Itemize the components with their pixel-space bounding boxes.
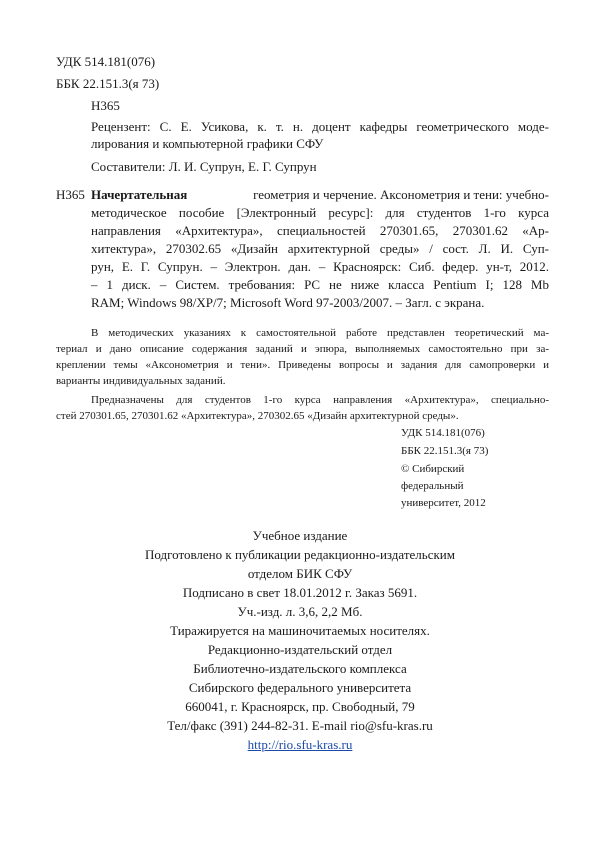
- abstract-line: В методических указаниях к самостоятельной работе представлен теоретический ма-: [91, 327, 549, 339]
- imprint-line: Редакционно-издательский отдел: [207, 642, 393, 657]
- copyright-line: университет, 2012: [401, 497, 486, 509]
- compilers: Составители: Л. И. Супрун, Е. Г. Супрун: [91, 159, 317, 174]
- copyright-bbk: ББК 22.151.3(я 73): [401, 445, 489, 457]
- edition-type: Учебное издание: [252, 528, 348, 543]
- publisher-address: 660041, г. Красноярск, пр. Свободный, 79: [185, 699, 415, 714]
- bibliography-line: направления «Архитектура», специальностей 270301.65, 270301.62 «Ар-: [91, 223, 549, 238]
- imprint-line: Библиотечно-издательского комплекса: [193, 661, 407, 676]
- bibliography-line: RAM; Windows 98/XP/7; Microsoft Word 97-2003/2007. – Загл. с экрана.: [91, 295, 485, 310]
- publisher-contacts: Тел/факс (391) 244-82-31. E-mail rio@sfu-kras.ru: [167, 718, 433, 733]
- imprint-line: Уч.-изд. л. 3,6, 2,2 Мб.: [237, 604, 363, 619]
- bibliography-line: хитектура», 270302.65 «Дизайн архитектурной среды» / сост. Л. И. Суп-: [91, 241, 549, 256]
- bbk-code: ББК 22.151.3(я 73): [56, 76, 160, 91]
- bibliography-line: – 1 диск. – Систем. требования: PC не ниже класса Pentium I; 128 Mb: [91, 277, 549, 292]
- imprint-line: Подписано в свет 18.01.2012 г. Заказ 5691.: [182, 585, 418, 600]
- reviewer-line-2: лирования и компьютерной графики СФУ: [91, 136, 324, 151]
- abstract-line: креплении темы «Аксонометрия и тени». Приведены вопросы и задания для самопроверки и: [56, 359, 549, 371]
- imprint-line: отделом БИК СФУ: [247, 566, 353, 581]
- abstract-line: териал и дано описание содержания заданий и эпюра, выполняемых самостоятельно при за-: [56, 343, 549, 355]
- purpose-line: Предназначены для студентов 1-го курса направления «Архитектура», специально-: [91, 394, 549, 406]
- imprint-line: Подготовлено к публикации редакционно-издательским: [144, 547, 455, 562]
- title-line-rest: геометрия и черчение. Аксонометрия и тени: учебно-: [253, 187, 549, 202]
- udk-code: УДК 514.181(076): [56, 54, 156, 69]
- bibliography-line: методическое пособие [Электронный ресурс]: для студентов 1-го курса: [91, 205, 549, 220]
- imprint-line: Сибирского федерального университета: [188, 680, 412, 695]
- author-index: Н365: [91, 98, 120, 113]
- imprint-line: Тиражируется на машиночитаемых носителях.: [170, 623, 430, 638]
- copyright-udk: УДК 514.181(076): [401, 427, 485, 439]
- bibliography-title-line: [91, 187, 549, 203]
- copyright-line: федеральный: [401, 480, 464, 492]
- copyright-line: © Сибирский: [401, 463, 465, 475]
- title-bold-word: Начертательная: [91, 187, 188, 202]
- publisher-url-link[interactable]: http://rio.sfu-kras.ru: [247, 737, 353, 752]
- abstract-line: варианты индивидуальных заданий.: [56, 375, 226, 387]
- bibliography-line: рун, Е. Г. Супрун. – Электрон. дан. – Красноярск: Сиб. федер. ун-т, 2012.: [91, 259, 549, 274]
- reviewer-line-1: Рецензент: С. Е. Усикова, к. т. н. доцент кафедры геометрического моде-: [91, 119, 549, 134]
- url-line: [0, 737, 600, 753]
- purpose-line: стей 270301.65, 270301.62 «Архитектура», 270302.65 «Дизайн архитектурной среды».: [56, 410, 459, 422]
- bibliography-index: Н365: [56, 187, 85, 202]
